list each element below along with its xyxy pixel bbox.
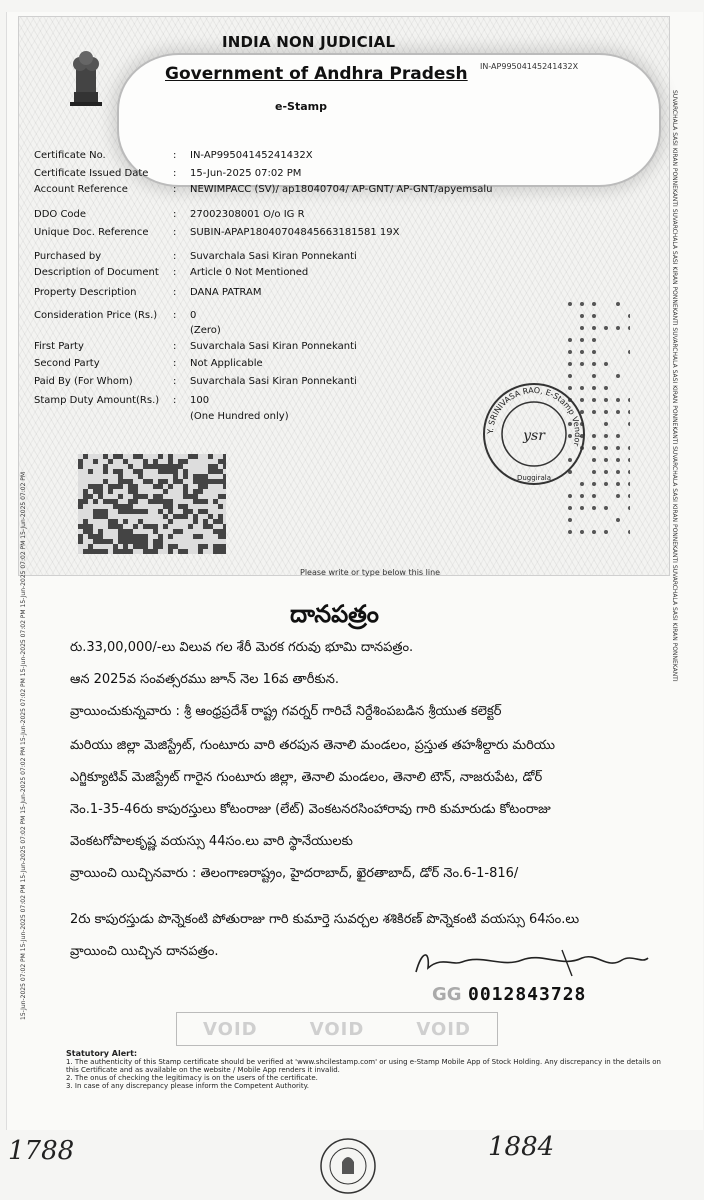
field-colon: : <box>173 184 177 195</box>
body-line: ఆన 2025వ సంవత్సరము జూన్ నెల 16వ తారీకున. <box>70 672 339 687</box>
field-label: Property Description <box>34 287 137 298</box>
field-colon: : <box>173 376 177 387</box>
field-value: IN-AP99504145241432X <box>190 150 313 161</box>
header-cert-number: IN-AP99504145241432X <box>480 62 579 71</box>
field-label: Certificate Issued Date <box>34 168 149 179</box>
field-value: Suvarchala Sasi Kiran Ponnekanti <box>190 251 357 262</box>
field-label: First Party <box>34 341 84 352</box>
serial-number: 0012843728 <box>468 984 587 1005</box>
field-label: Second Party <box>34 358 100 369</box>
body-line: నెం.1-35-46రు కాపురస్తులు కోటంరాజు (లేట్) వెంకటనరసింహారావు గారి కుమారుడు కోటంరాజు <box>70 802 551 817</box>
field-value: 100 <box>190 395 210 406</box>
body-line: మరియు జిల్లా మెజిస్ట్రేట్, గుంటూరు వారి తరపున తెనాలి మండలం, ప్రస్తుత తహశీల్దారు మరియు <box>70 738 556 753</box>
vendor-seal-ring-text: Y. SRINIVASA RAO, E-Stamp Vendor <box>485 385 583 447</box>
field-value: Article 0 Not Mentioned <box>190 267 309 278</box>
statutory-alert <box>66 1050 666 1090</box>
field-value: Not Applicable <box>190 358 263 369</box>
body-line: రు.33,00,000/-లు విలువ గల శేరీ మెరక గరువు భూమి దానపత్రం. <box>70 640 414 655</box>
field-colon: : <box>173 395 177 406</box>
right-name-strip: SUVARCHALA SASI KIRAN PONNEKANTI SUVARCHALA SASI KIRAN PONNEKANTI SUVARCHALA SASI KIRAN PONNEKANTI SUVARCHALA SASI KIRAN PONNEKANTI SUVARCHALA SASI KIRAN PONNEKANTI <box>671 90 678 682</box>
field-label: Purchased by <box>34 251 102 262</box>
field-colon: : <box>173 227 177 238</box>
write-below-line: Please write or type below this line <box>300 568 441 577</box>
field-label: Paid By (For Whom) <box>34 376 133 387</box>
body-line: ఎగ్జిక్యూటివ్ మెజిస్ట్రేట్ గారైన గుంటూరు జిల్లా, తెనాలి మండలం, తెనాలి టౌన్, నాజరుపేట, డోర్ <box>70 770 543 785</box>
statutory-item-3: 3. In case of any discrepancy please inform the Competent Authority. <box>66 1082 309 1090</box>
field-colon: : <box>173 150 177 161</box>
field-colon: : <box>173 251 177 262</box>
void-text-1: VOID <box>203 1018 258 1040</box>
left-date-strip: 15-Jun-2025 07:02 PM 15-Jun-2025 07:02 PM 15-Jun-2025 07:02 PM 15-Jun-2025 07:02 PM 15-Jun-2025 07:02 PM 15-Jun-2025 07:02 PM 15-Jun-2025 07:02 PM 15-Jun-2025 07:02 PM <box>20 471 27 1020</box>
national-emblem-icon <box>62 40 110 110</box>
field-value: SUBIN-APAP18040704845663181581 19X <box>190 227 400 238</box>
gg-mark: GG <box>432 984 462 1005</box>
field-value: NEWIMPACC (SV)/ ap18040704/ AP-GNT/ AP-GNT/apyemsalu <box>190 184 493 195</box>
field-colon: : <box>173 310 177 321</box>
body-line: 2రు కాపురస్తుడు పొన్నెకంటి పోతురాజు గారి కుమార్తె సువర్చల శశికిరణ్ పొన్నెకంటి వయస్సు 64సం.లు <box>70 912 580 927</box>
document-title: దానపత్రం <box>290 600 379 628</box>
body-line: వ్రాయించి యిచ్చినవారు : తెలంగాణరాష్ట్రం, హైదరాబాద్, ఖైరతాబాద్, డోర్ నెం.6-1-816/ <box>70 866 519 881</box>
field-label: Consideration Price (Rs.) <box>34 310 158 321</box>
void-text-2: VOID <box>309 1018 365 1040</box>
field-value: DANA PATRAM <box>190 287 262 298</box>
header-subtitle: e-Stamp <box>275 100 327 113</box>
field-colon: : <box>173 341 177 352</box>
field-value: Suvarchala Sasi Kiran Ponnekanti <box>190 376 357 387</box>
field-colon: : <box>173 267 177 278</box>
statutory-heading: Statutory Alert: <box>66 1049 138 1058</box>
body-line: వ్రాయించుకున్నవారు : శ్రీ ఆంధ్రప్రదేశ్ రాష్ట్ర గవర్నర్ గారిచే నిర్దేశింపబడిన శ్రీయుత కలెక్టర్ <box>70 704 502 719</box>
qr-code <box>78 454 226 554</box>
field-value: 27002308001 O/o IG R <box>190 209 305 220</box>
field-colon: : <box>173 209 177 220</box>
field-value: 0 <box>190 310 197 321</box>
field-colon: : <box>173 168 177 179</box>
field-label: Certificate No. <box>34 150 106 161</box>
field-colon: : <box>173 287 177 298</box>
handwritten-number-right: 1884 <box>488 1132 555 1162</box>
bottom-round-seal <box>318 1136 378 1196</box>
handwritten-number-left: 1788 <box>8 1136 75 1166</box>
statutory-item-2: 2. The onus of checking the legitimacy is on the users of the certificate. <box>66 1074 318 1082</box>
field-label: Unique Doc. Reference <box>34 227 149 238</box>
vendor-seal-center-text: ysr <box>523 428 545 444</box>
field-label: Stamp Duty Amount(Rs.) <box>34 395 160 406</box>
signature <box>412 946 652 980</box>
header-government: Government of Andhra Pradesh <box>165 64 468 84</box>
field-value: (One Hundred only) <box>190 411 289 422</box>
field-colon: : <box>173 358 177 369</box>
field-value: Suvarchala Sasi Kiran Ponnekanti <box>190 341 357 352</box>
field-value: 15-Jun-2025 07:02 PM <box>190 168 302 179</box>
vendor-seal <box>480 380 588 488</box>
field-label: Account Reference <box>34 184 128 195</box>
void-text-3: VOID <box>416 1018 471 1040</box>
body-line: వ్రాయించి యిచ్చిన దానపత్రం. <box>70 944 219 959</box>
body-line: వెంకటగోపాలకృష్ణ వయస్సు 44సం.లు వారి స్థానేయులకు <box>70 834 353 849</box>
statutory-item-1: 1. The authenticity of this Stamp certificate should be verified at 'www.shcilestamp.com' or using e-Stamp Mobile App of Stock Holding. Any discrepancy in the details on this Certificate and as available on the website / Mobile App renders it invalid. <box>66 1058 661 1074</box>
vendor-seal-place-text: Duggirala <box>516 474 552 482</box>
header-title: INDIA NON JUDICIAL <box>222 33 396 51</box>
field-value: (Zero) <box>190 325 221 336</box>
void-box <box>176 1012 498 1046</box>
field-label: Description of Document <box>34 267 159 278</box>
field-label: DDO Code <box>34 209 87 220</box>
